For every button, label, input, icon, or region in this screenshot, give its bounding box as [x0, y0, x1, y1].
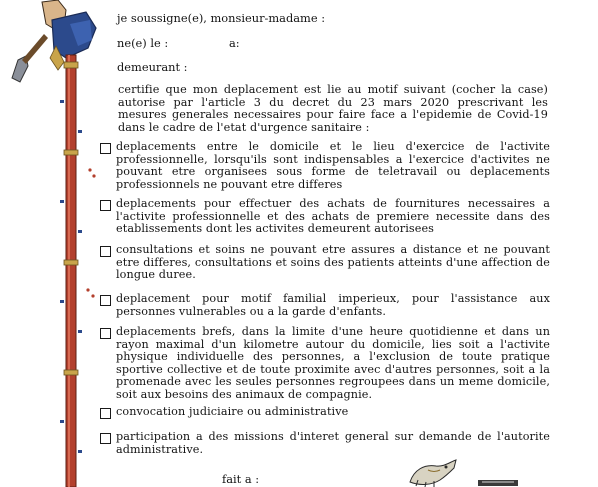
checkbox[interactable]	[100, 433, 111, 444]
reason-option-health[interactable]	[100, 244, 550, 282]
option-text: consultations et soins ne pouvant etre assures a distance et ne pouvant etre differes, consultations et soins des patients atteints d'une affection de longue duree.	[116, 243, 550, 282]
reason-option-summons[interactable]	[100, 406, 550, 419]
medieval-staff-figure-icon	[0, 0, 112, 487]
birth-place-label: a:	[229, 36, 240, 50]
option-text: convocation judiciaire ou administrative	[116, 405, 349, 418]
reason-option-work[interactable]	[100, 141, 550, 191]
checkbox[interactable]	[100, 408, 111, 419]
option-text: deplacement pour motif familial imperieux, pour l'assistance aux personnes vulnerables ou a la garde d'enfants.	[116, 292, 550, 318]
reason-option-exercise[interactable]	[100, 326, 550, 402]
option-text: deplacements entre le domicile et le lieu d'exercice de l'activite professionnelle, lorsqu'ils sont indispensables a l'exercice d'activites ne pouvant etre organisees sous forme de teletravail ou deplacements professionnels ne pouvant etre differes	[116, 140, 550, 191]
grotesque-beast-icon	[406, 458, 460, 487]
option-text: deplacements pour effectuer des achats de fournitures necessaires a l'activite professionnelle et des achats de premiere necessite dans des etablissements dont les activites demeurent autorisees	[116, 197, 550, 236]
reason-option-shopping[interactable]	[100, 198, 550, 236]
reason-option-mission[interactable]	[100, 431, 550, 456]
checkbox[interactable]	[100, 143, 111, 154]
ornament-icon	[478, 478, 518, 487]
intro-paragraph: certifie que mon deplacement est lie au motif suivant (cocher la case) autorise par l'article 3 du decret du 23 mars 2020 prescrivant les mesures generales necessaires pour faire face a l'epidemie de Covid-19 dans le cadre de l'etat d'urgence sanitaire :	[118, 83, 548, 134]
option-text: deplacements brefs, dans la limite d'une heure quotidienne et dans un rayon maximal d'un kilometre autour du domicile, lies soit a l'activite physique individuelle des personnes, a l'exclusion de toute pratique sportive collective et de toute proximite avec d'autres personnes, soit a la promenade avec les seules personnes regroupees dans un meme domicile, soit aux besoins des animaux de compagnie.	[116, 325, 550, 401]
address-label: demeurant :	[117, 60, 188, 74]
place-label: fait a :	[222, 472, 260, 486]
checkbox[interactable]	[100, 246, 111, 257]
reason-option-family[interactable]	[100, 293, 550, 318]
birth-date-label: ne(e) le :	[117, 36, 169, 50]
signer-label: je soussigne(e), monsieur-madame :	[117, 11, 326, 25]
checkbox[interactable]	[100, 200, 111, 211]
option-text: participation a des missions d'interet general sur demande de l'autorite administrative.	[116, 430, 550, 456]
checkbox[interactable]	[100, 328, 111, 339]
checkbox[interactable]	[100, 295, 111, 306]
